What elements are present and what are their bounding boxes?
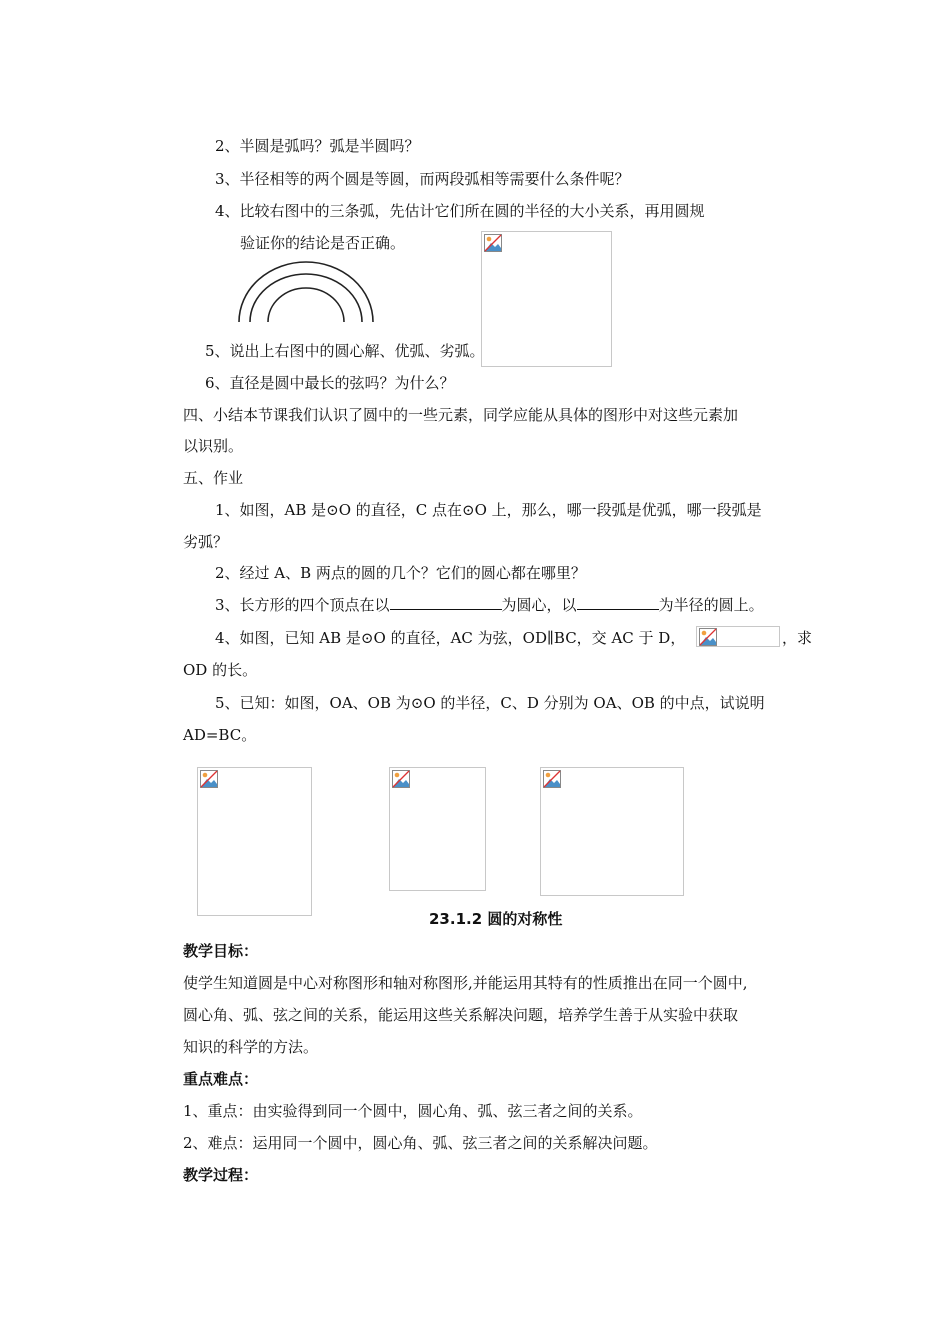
summary-line2: 以识别。	[183, 437, 244, 455]
goals-line1: 使学生知道圆是中心对称图形和轴对称图形,并能运用其特有的性质推出在同一个圆中,	[183, 974, 748, 992]
middle-arc	[250, 274, 362, 322]
three-arcs-figure	[232, 252, 382, 326]
figure-placeholder-2	[389, 767, 486, 891]
figure-placeholder-circle	[481, 231, 612, 367]
key-heading: 重点难点：	[183, 1070, 259, 1088]
question-2: 2、半圆是弧吗？弧是半圆吗？	[215, 137, 420, 155]
process-heading: 教学过程：	[183, 1166, 259, 1184]
inline-formula-placeholder	[696, 626, 780, 647]
homework-1-line1: 1、如图，AB 是⊙O 的直径，C 点在⊙O 上，那么，哪一段弧是优弧，哪一段弧是	[215, 501, 762, 519]
homework-heading: 五、作业	[183, 469, 244, 487]
fill-blank-radius[interactable]	[577, 595, 659, 610]
figure-placeholder-3	[540, 767, 684, 896]
homework-5-line2: AD=BC。	[183, 726, 257, 744]
homework-3-part1: 3、长方形的四个顶点在以	[215, 596, 390, 614]
question-6: 6、直径是圆中最长的弦吗？为什么？	[205, 374, 455, 392]
broken-image-icon	[484, 234, 502, 252]
broken-image-icon	[392, 770, 410, 788]
homework-4-line1: 4、如图，已知 AB 是⊙O 的直径，AC 为弦，OD∥BC，交 AC 于 D，	[215, 629, 686, 647]
homework-4-tail: ，求	[782, 629, 813, 647]
small-arc	[268, 288, 344, 322]
homework-3-part2: 为圆心，以	[501, 596, 577, 614]
homework-1-line2: 劣弧？	[183, 533, 229, 551]
homework-4-line2: OD 的长。	[183, 661, 258, 679]
homework-5-line1: 5、已知：如图，OA、OB 为⊙O 的半径，C、D 分别为 OA、OB 的中点，试说明	[215, 694, 765, 712]
large-arc	[239, 262, 373, 322]
homework-3-part3: 为半径的圆上。	[658, 596, 764, 614]
figure-placeholder-1	[197, 767, 312, 916]
broken-image-icon	[200, 770, 218, 788]
summary-line1: 四、小结本节课我们认识了圆中的一些元素，同学应能从具体的图形中对这些元素加	[183, 406, 739, 424]
goals-heading: 教学目标：	[183, 942, 259, 960]
broken-image-icon	[699, 628, 717, 646]
broken-image-icon	[543, 770, 561, 788]
question-4-line1: 4、比较右图中的三条弧，先估计它们所在圆的半径的大小关系，再用圆规	[215, 202, 705, 220]
section-title: 23.1.2 圆的对称性	[429, 910, 563, 928]
key-point-2: 2、难点：运用同一个圆中，圆心角、弧、弦三者之间的关系解决问题。	[183, 1134, 658, 1152]
goals-line2: 圆心角、弧、弦之间的关系，能运用这些关系解决问题，培养学生善于从实验中获取	[183, 1006, 739, 1024]
key-point-1: 1、重点：由实验得到同一个圆中，圆心角、弧、弦三者之间的关系。	[183, 1102, 643, 1120]
homework-3	[215, 595, 764, 615]
fill-blank-center[interactable]	[390, 595, 502, 610]
question-3: 3、半径相等的两个圆是等圆，而两段弧相等需要什么条件呢？	[215, 170, 630, 188]
question-4-line2: 验证你的结论是否正确。	[240, 234, 406, 252]
homework-2: 2、经过 A、B 两点的圆的几个？它们的圆心都在哪里？	[215, 564, 586, 582]
goals-line3: 知识的科学的方法。	[183, 1038, 319, 1056]
question-5: 5、说出上右图中的圆心解、优弧、劣弧。	[205, 342, 485, 360]
